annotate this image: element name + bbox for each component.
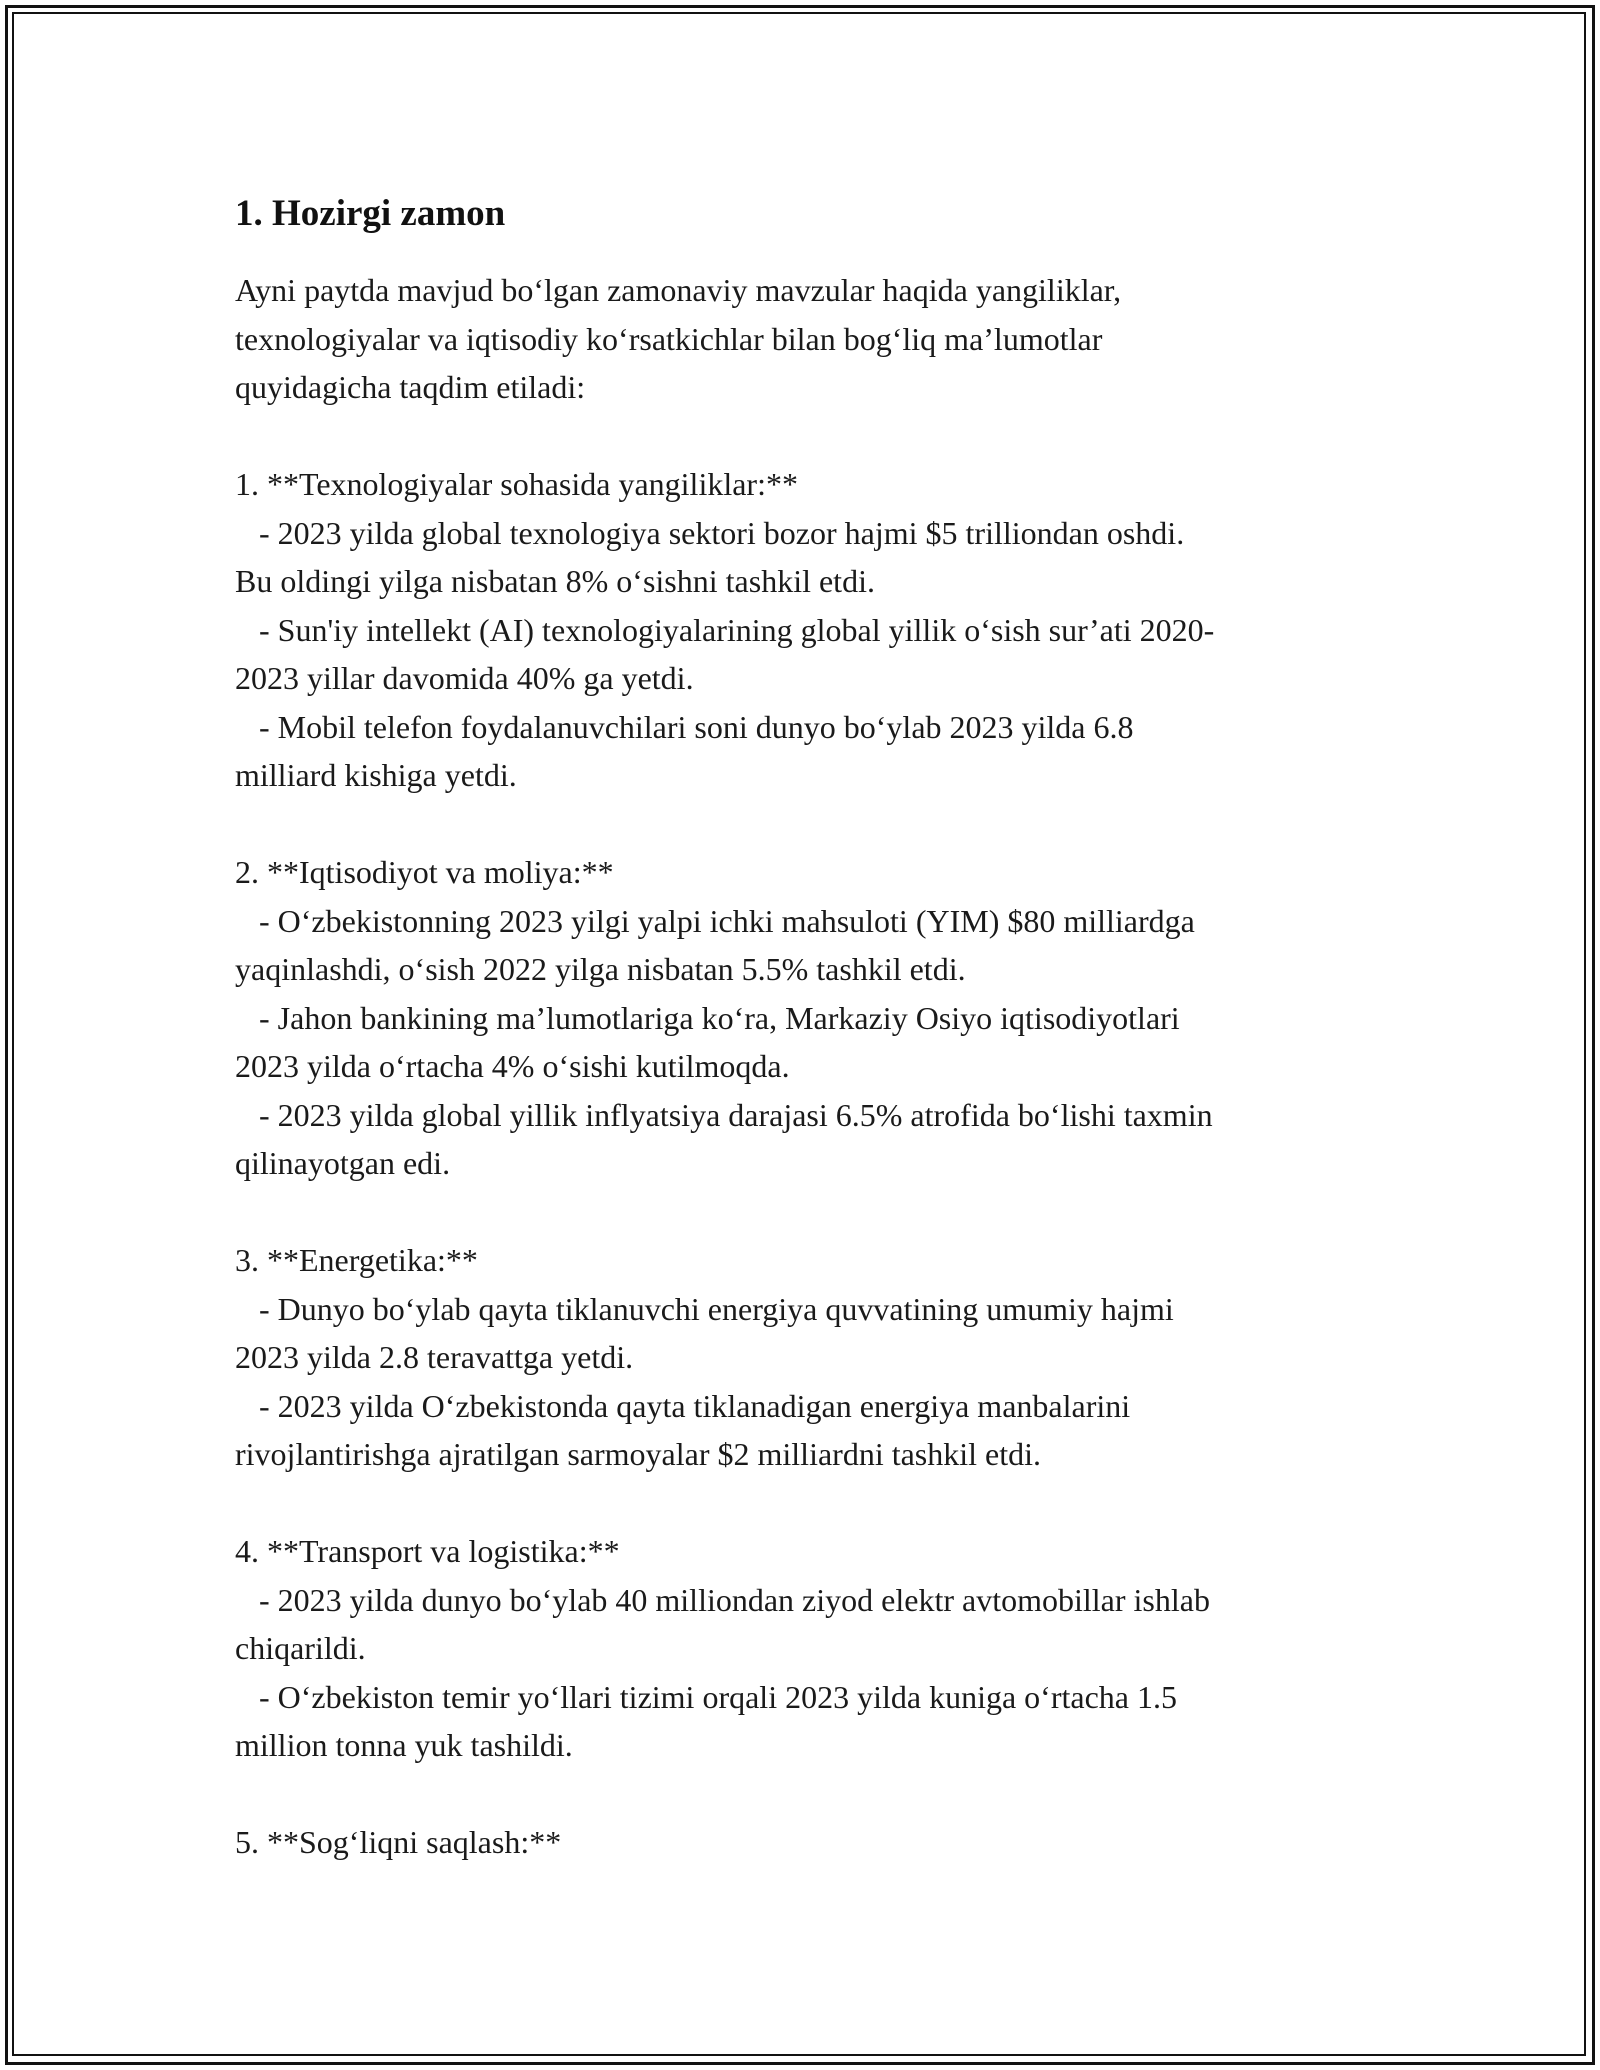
section-health — [235, 1818, 1365, 1867]
section-line: - Mobil telefon foydalanuvchilari soni dunyo bo‘ylab 2023 yilda 6.8 — [235, 708, 1134, 745]
section-line: rivojlantirishga ajratilgan sarmoyalar $2 milliardni tashkil etdi. — [235, 1436, 1042, 1472]
section-line: million tonna yuk tashildi. — [235, 1727, 573, 1763]
section-line: - O‘zbekistonning 2023 yilgi yalpi ichki mahsuloti (YIM) $80 milliardga — [235, 902, 1195, 939]
spacer — [235, 1770, 1365, 1819]
section-economy — [235, 848, 1365, 1188]
intro-paragraph — [235, 266, 1365, 412]
section-technology — [235, 460, 1365, 800]
section-line: - Sun'iy intellekt (AI) texnologiyalarining global yillik o‘sish sur’ati 2020- — [235, 611, 1215, 648]
section-line: yaqinlashdi, o‘sish 2022 yilga nisbatan 5.5% tashkil etdi. — [235, 951, 966, 987]
section-line: 2023 yilda 2.8 teravattga yetdi. — [235, 1339, 634, 1375]
section-line: milliard kishiga yetdi. — [235, 757, 517, 793]
section-line: 2023 yillar davomida 40% ga yetdi. — [235, 660, 694, 696]
section-title: 4. **Transport va logistika:** — [235, 1533, 620, 1569]
section-title: 2. **Iqtisodiyot va moliya:** — [235, 854, 614, 890]
spacer — [235, 1188, 1365, 1237]
section-transport — [235, 1527, 1365, 1770]
intro-line: Ayni paytda mavjud bo‘lgan zamonaviy mavzular haqida yangiliklar, — [235, 272, 1122, 308]
document-body — [235, 190, 1365, 1867]
section-line: 2023 yilda o‘rtacha 4% o‘sishi kutilmoqda. — [235, 1048, 790, 1084]
spacer — [235, 412, 1365, 461]
section-line: - 2023 yilda global yillik inflyatsiya darajasi 6.5% atrofida bo‘lishi taxmin — [235, 1096, 1213, 1133]
section-line: - 2023 yilda global texnologiya sektori bozor hajmi $5 trilliondan oshdi. — [235, 514, 1185, 551]
section-title: 1. **Texnologiyalar sohasida yangiliklar:** — [235, 466, 798, 502]
section-line: - Dunyo bo‘ylab qayta tiklanuvchi energiya quvvatining umumiy hajmi — [235, 1290, 1174, 1327]
section-line: - 2023 yilda O‘zbekistonda qayta tiklanadigan energiya manbalarini — [235, 1387, 1131, 1424]
spacer — [235, 1479, 1365, 1528]
section-line: Bu oldingi yilga nisbatan 8% o‘sishni tashkil etdi. — [235, 563, 875, 599]
section-line: chiqarildi. — [235, 1630, 366, 1666]
section-title: 3. **Energetika:** — [235, 1242, 478, 1278]
spacer — [235, 800, 1365, 849]
page-title: 1. Hozirgi zamon — [235, 193, 506, 234]
intro-line: texnologiyalar va iqtisodiy ko‘rsatkichlar bilan bog‘liq ma’lumotlar — [235, 320, 1103, 357]
section-line: qilinayotgan edi. — [235, 1145, 451, 1181]
section-title: 5. **Sog‘liqni saqlash:** — [235, 1824, 562, 1860]
section-line: - Jahon bankining ma’lumotlariga ko‘ra, Markaziy Osiyo iqtisodiyotlari — [235, 999, 1180, 1036]
intro-line: quyidagicha taqdim etiladi: — [235, 369, 586, 405]
section-energy — [235, 1236, 1365, 1479]
section-line: - 2023 yilda dunyo bo‘ylab 40 milliondan ziyod elektr avtomobillar ishlab — [235, 1581, 1210, 1618]
section-line: - O‘zbekiston temir yo‘llari tizimi orqali 2023 yilda kuniga o‘rtacha 1.5 — [235, 1678, 1177, 1715]
